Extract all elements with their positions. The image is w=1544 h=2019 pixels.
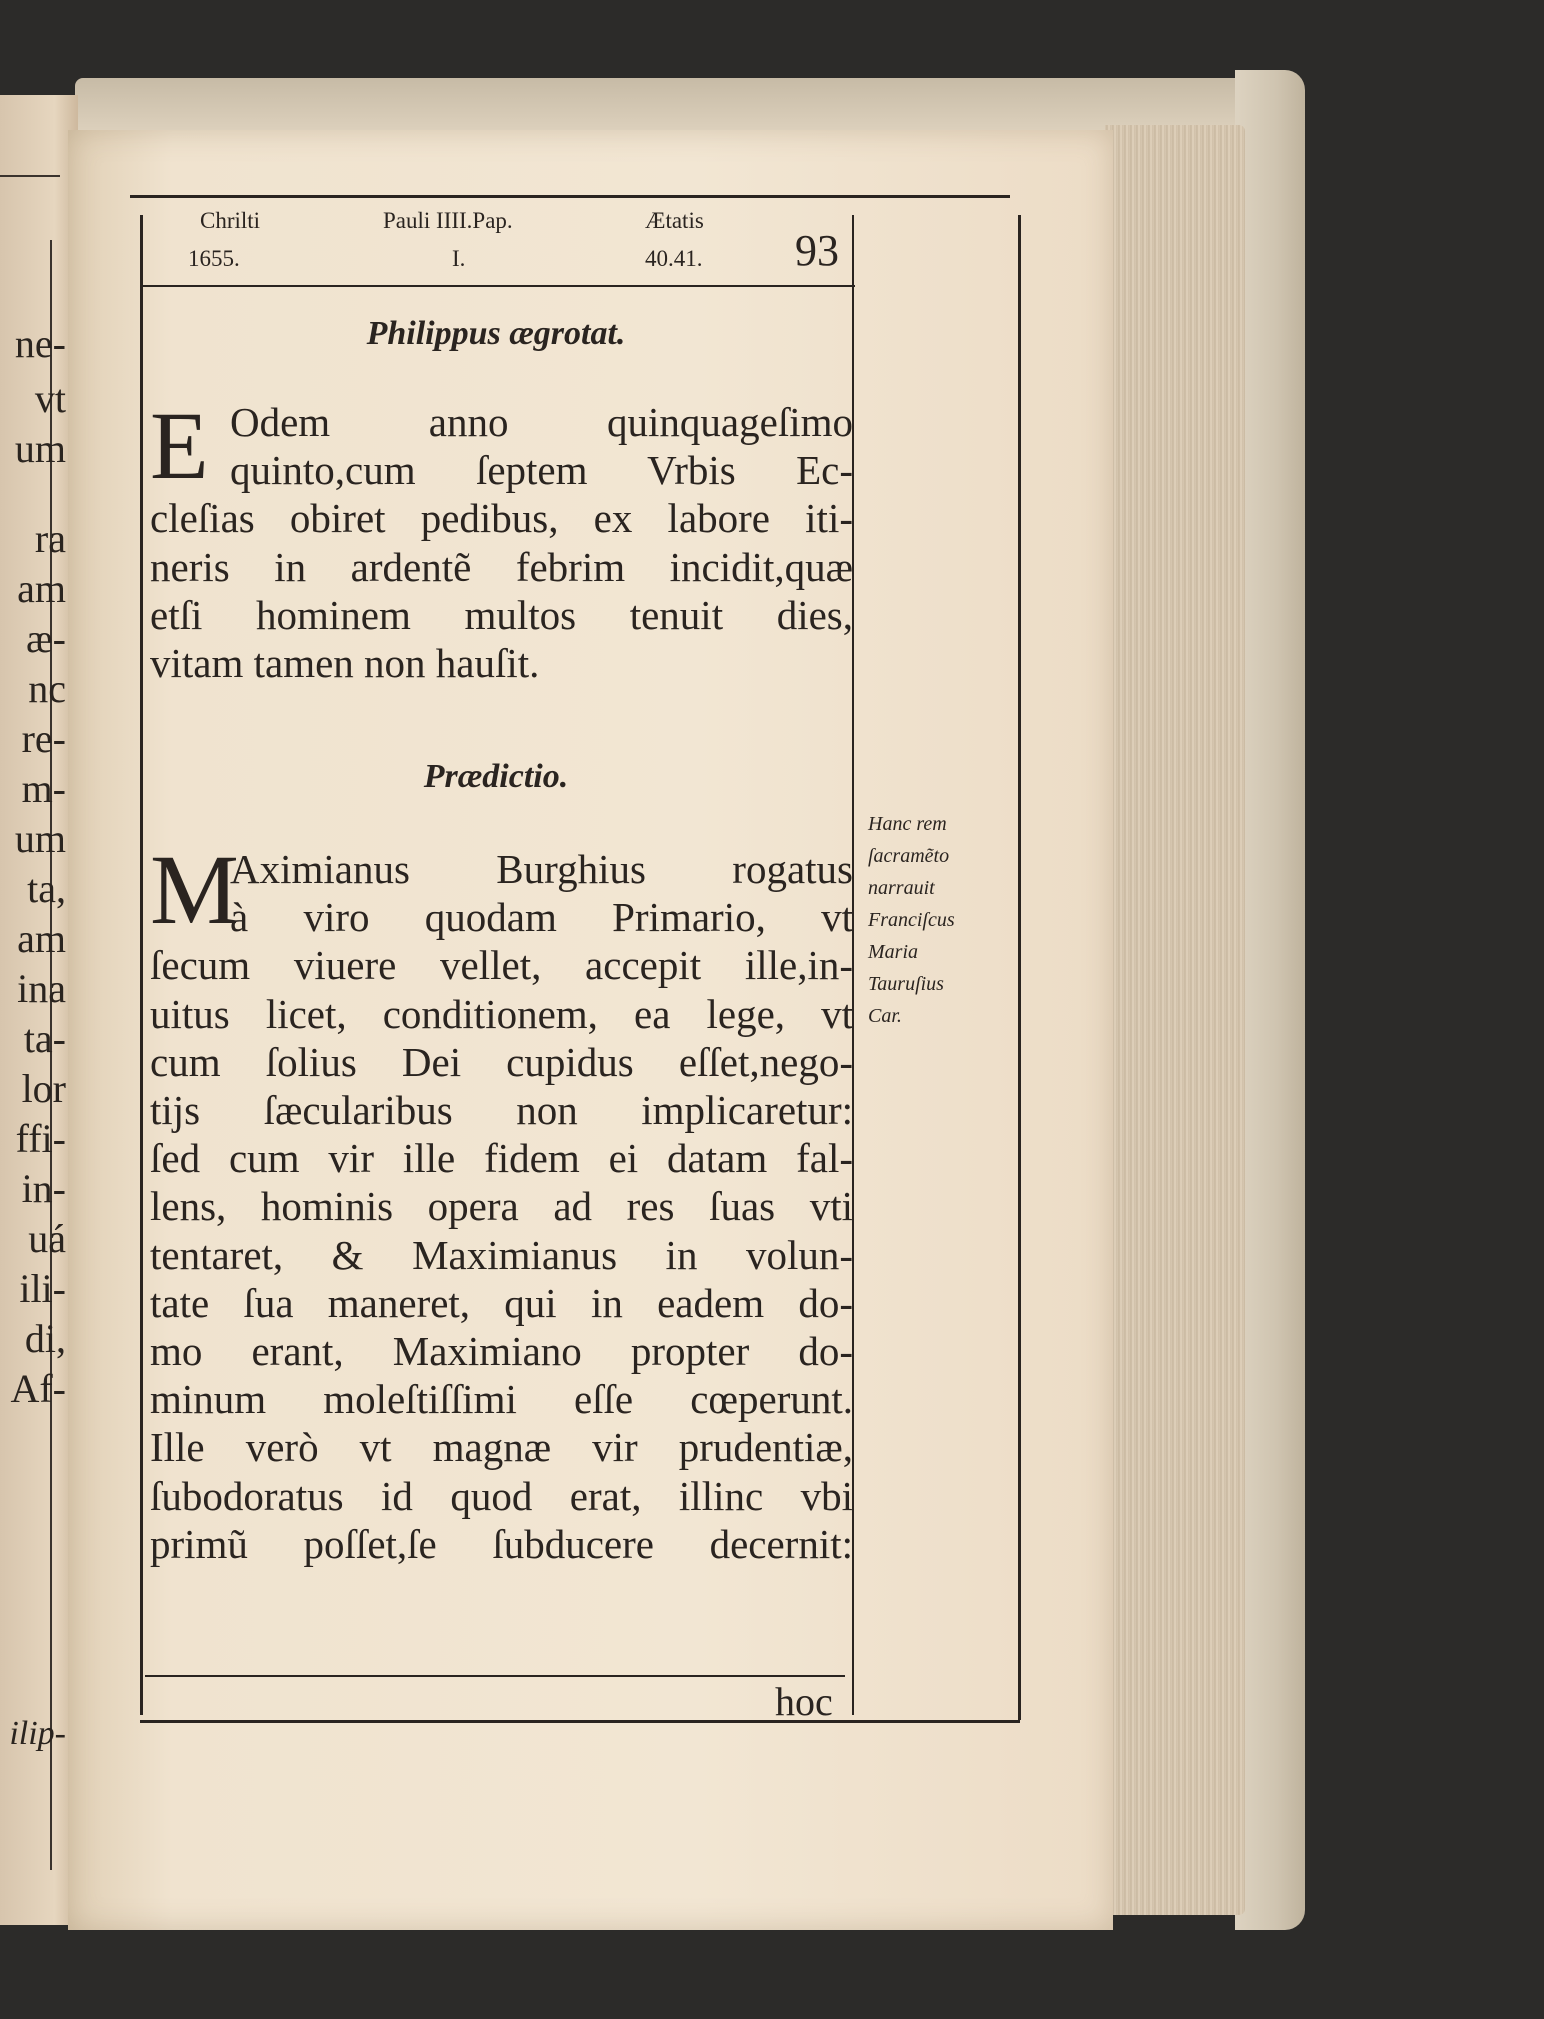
header-rule bbox=[140, 285, 855, 287]
frame-left-rule bbox=[140, 215, 143, 1715]
left-fragment: ne- bbox=[14, 321, 66, 366]
left-fragment: ra bbox=[34, 516, 66, 561]
text-line: uitus licet, conditionem, ea lege, vt bbox=[150, 990, 853, 1037]
left-fragment: re- bbox=[21, 716, 66, 761]
left-fragment: am bbox=[17, 916, 66, 961]
section-heading: Prædictio. bbox=[423, 758, 569, 795]
header-pontificate-value: I. bbox=[452, 246, 466, 271]
frame-right-rule bbox=[1018, 215, 1021, 1720]
left-fragment: um bbox=[14, 426, 66, 471]
paragraph bbox=[150, 845, 853, 1568]
text-line: Ille verò vt magnæ vir prudentiæ, bbox=[150, 1424, 853, 1471]
left-fragment: ina bbox=[17, 966, 66, 1011]
left-fragment: m- bbox=[21, 766, 66, 811]
left-fragment: vt bbox=[34, 376, 66, 421]
left-fragment: ta- bbox=[23, 1016, 66, 1061]
header-year-label: Chrilti bbox=[200, 208, 261, 233]
text-line: tate ſua maneret, qui in eadem do- bbox=[150, 1279, 853, 1326]
marginal-note-line: Franciſcus bbox=[868, 909, 955, 931]
text-line: tentaret, & Maximianus in volun- bbox=[150, 1231, 853, 1278]
text-line: Aximianus Burghius rogatus bbox=[230, 846, 853, 892]
frame-bottom-rule bbox=[140, 1720, 1020, 1723]
text-line: etſi hominem multos tenuit dies, bbox=[150, 591, 853, 638]
text-line: quinto,cum ſeptem Vrbis Ec- bbox=[230, 447, 853, 494]
left-facing-page bbox=[0, 95, 78, 1925]
text-line: à viro quodam Primario, vt bbox=[230, 894, 853, 941]
marginal-note bbox=[868, 808, 1018, 1032]
page-number: 93 bbox=[795, 226, 839, 275]
left-header-rule bbox=[0, 175, 60, 177]
vellum-binding bbox=[1235, 70, 1305, 1930]
left-fragment: nc bbox=[28, 666, 66, 711]
left-fragment: di, bbox=[24, 1316, 66, 1361]
marginal-note-line: Hanc rem bbox=[868, 813, 947, 835]
left-fragment: am bbox=[17, 566, 66, 611]
text-line: vitam tamen non hauſit. bbox=[150, 640, 540, 687]
text-line: tijs ſæcularibus non implicaretur: bbox=[150, 1087, 853, 1134]
marginal-note-line: Car. bbox=[868, 1005, 902, 1027]
left-fragment: in- bbox=[21, 1166, 66, 1211]
catchword: hoc bbox=[775, 1679, 833, 1724]
marginal-note-line: ſacramẽto bbox=[868, 845, 950, 867]
text-line: lens, hominis opera ad res ſuas vti bbox=[150, 1183, 853, 1230]
left-fragment: um bbox=[14, 816, 66, 861]
text-line: cleſias obiret pedibus, ex labore iti- bbox=[150, 495, 853, 542]
left-fragment: ffi- bbox=[15, 1116, 66, 1161]
left-fragment: æ- bbox=[26, 616, 66, 661]
text-line: ſecum viuere vellet, accepit ille,in- bbox=[150, 942, 853, 989]
text-line: minum moleſtiſſimi eſſe cœperunt. bbox=[150, 1376, 853, 1423]
section-heading: Philippus ægrotat. bbox=[366, 315, 626, 352]
left-fragment: ilip- bbox=[9, 1715, 66, 1752]
text-line: ſubodoratus id quod erat, illinc vbi bbox=[150, 1472, 853, 1519]
header-year-value: 1655. bbox=[188, 246, 240, 271]
text-line: neris in ardentẽ febrim incidit,quæ bbox=[150, 543, 853, 590]
text-line: ſed cum vir ille fidem ei datam fal- bbox=[150, 1135, 853, 1182]
marginal-note-line: Maria bbox=[868, 941, 918, 963]
marginal-note-line: Tauruſius bbox=[868, 973, 944, 995]
text-line: mo erant, Maximiano propter do- bbox=[150, 1328, 853, 1375]
paragraph bbox=[150, 392, 853, 687]
marginal-note-line: narrauit bbox=[868, 877, 935, 899]
left-fragment: lor bbox=[21, 1066, 66, 1111]
drop-capital: M bbox=[150, 834, 239, 945]
left-fragment: Af- bbox=[10, 1366, 66, 1411]
text-bottom-rule bbox=[145, 1675, 845, 1677]
text-line: Odem anno quinquageſimo bbox=[230, 399, 853, 445]
page-edges bbox=[1105, 125, 1245, 1915]
left-fragment: ta, bbox=[27, 866, 66, 911]
left-fragment: ili- bbox=[19, 1266, 66, 1311]
frame-top-rule bbox=[130, 195, 1010, 198]
header-age-label: Ætatis bbox=[645, 208, 704, 233]
left-fragment: uá bbox=[28, 1216, 66, 1261]
text-line: primũ poſſet,ſe ſubducere decernit: bbox=[150, 1520, 853, 1567]
drop-capital: E bbox=[150, 392, 209, 499]
header-pontificate-label: Pauli IIII.Pap. bbox=[383, 208, 513, 233]
text-line: cum ſolius Dei cupidus eſſet,nego- bbox=[150, 1038, 853, 1085]
header-age-value: 40.41. bbox=[645, 246, 703, 271]
